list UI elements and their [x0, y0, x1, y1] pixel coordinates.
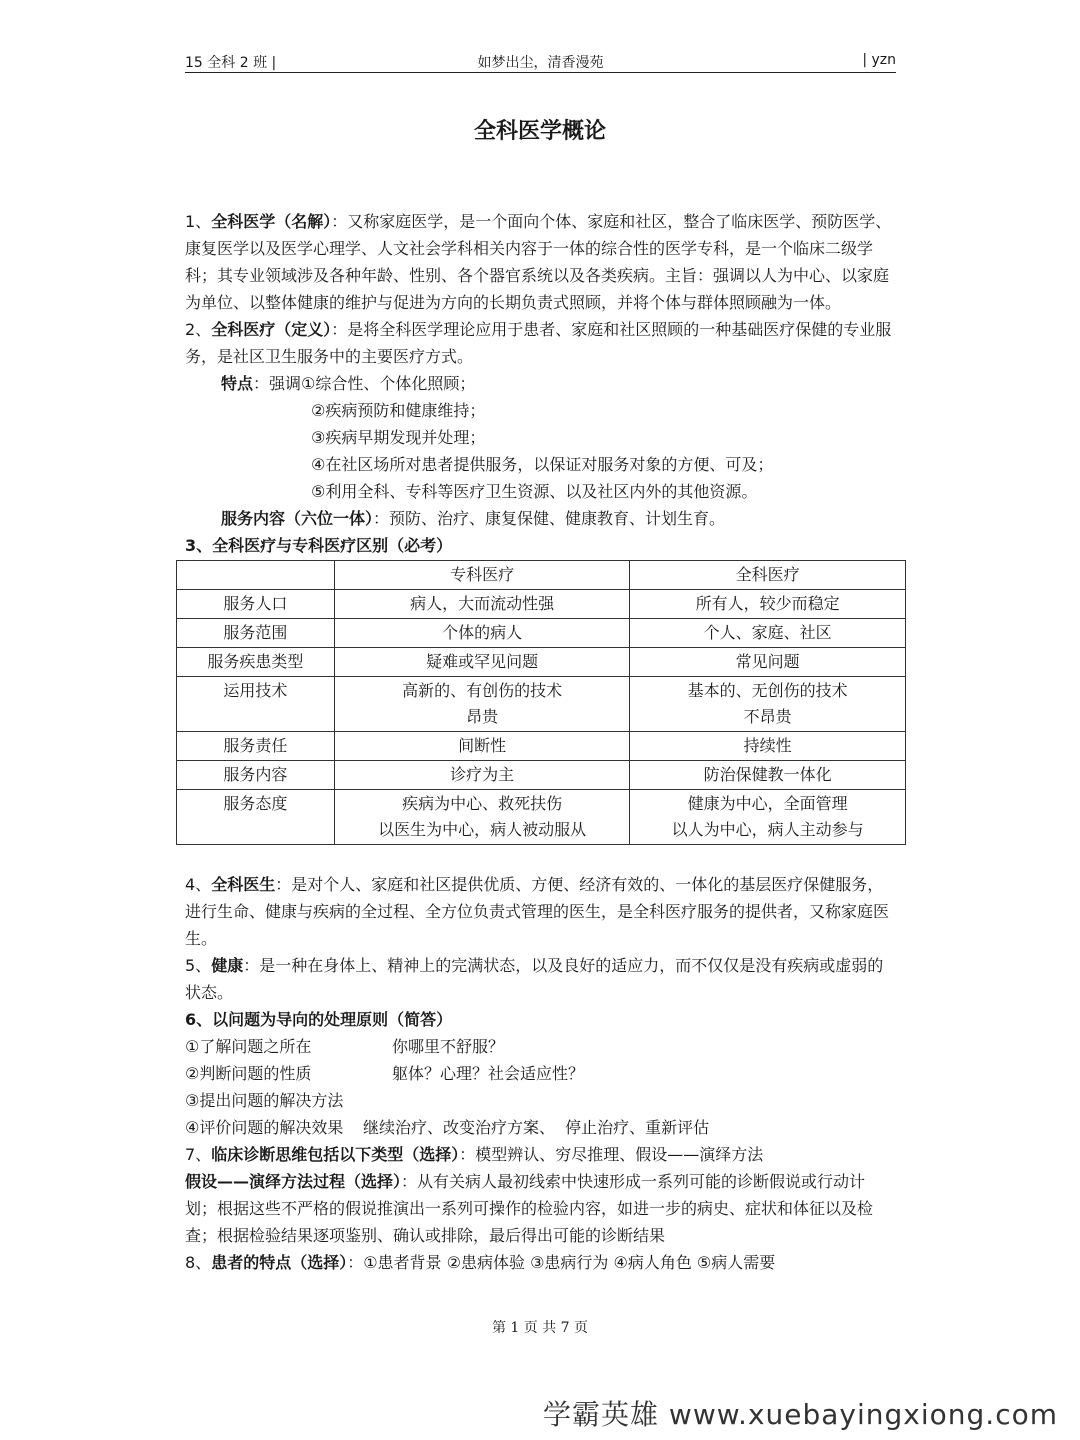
features-line: 特点：强调①综合性、个体化照顾； [221, 374, 476, 393]
section-5: 5、健康：是一种在身体上、精神上的完满状态，以及良好的适应力，而不仅仅是没有疾病或虚弱的状态。 [185, 956, 884, 1002]
table-cell: 服务责任 [177, 732, 335, 761]
table-cell: 服务内容 [177, 761, 335, 790]
table-cell: 常见问题 [630, 648, 906, 677]
feature-item: ④在社区场所对患者提供服务，以保证对服务对象的方便、可及； [311, 455, 774, 474]
table-header-cell [177, 561, 335, 590]
term: 全科医生 [211, 875, 276, 894]
table-cell: 疾病为中心、救死扶伤 以医生为中心，病人被动服从 [334, 790, 630, 845]
table-row [177, 648, 906, 677]
term: 全科医学（名解） [211, 212, 332, 231]
table-cell: 健康为中心，全面管理 以人为中心，病人主动参与 [630, 790, 906, 845]
table-cell: 病人，大而流动性强 [334, 590, 630, 619]
term: 全科医疗（定义） [211, 320, 332, 339]
comparison-table [176, 560, 906, 845]
table-header-cell: 专科医疗 [334, 561, 630, 590]
feature-item: ⑤利用全科、专科等医疗卫生资源、以及社区内外的其他资源。 [311, 482, 758, 501]
section-7-sub: 假设——演绎方法过程（选择）：从有关病人最初线索中快速形成一系列可能的诊断假说或行动计划；根据这些不严格的假说推演出一系列可操作的检验内容，如进一步的病史、症状和体征以及检查；根据检验结果逐项鉴别、确认或排除，最后得出可能的诊断结果 [185, 1172, 874, 1245]
section-2: 2、全科医疗（定义）：是将全科医学理论应用于患者、家庭和社区照顾的一种基础医疗保健的专业服务，是社区卫生服务中的主要医疗方式。 [185, 320, 892, 366]
table-row [177, 732, 906, 761]
feature-item: ③疾病早期发现并处理； [311, 428, 486, 447]
table-cell: 疑难或罕见问题 [334, 648, 630, 677]
table-row [177, 619, 906, 648]
page-header [185, 50, 896, 73]
table-cell: 服务人口 [177, 590, 335, 619]
section-8: 8、患者的特点（选择）：①患者背景 ②患病体验 ③患病行为 ④病人角色 ⑤病人需要 [185, 1253, 776, 1272]
term: 患者的特点（选择） [211, 1253, 348, 1272]
list-item: ③提出问题的解决方法 [185, 1091, 344, 1110]
table-cell: 服务态度 [177, 790, 335, 845]
list-item: ②判断问题的性质 躯体？心理？社会适应性？ [185, 1064, 585, 1083]
section-6-title: 6、以问题为导向的处理原则（简答） [185, 1010, 453, 1029]
header-right: | yzn [862, 52, 896, 68]
section-3-title: 3、全科医疗与专科医疗区别（必考） [185, 536, 453, 555]
table-cell: 个体的病人 [334, 619, 630, 648]
table-cell: 防治保健教一体化 [630, 761, 906, 790]
term: 健康 [211, 956, 244, 975]
table-cell: 运用技术 [177, 677, 335, 732]
list-item: ④评价问题的解决效果 继续治疗、改变治疗方案、 停止治疗、重新评估 [185, 1118, 710, 1137]
table-cell: 诊疗为主 [334, 761, 630, 790]
document-body [185, 208, 897, 1276]
header-center: 如梦出尘，清香漫苑 [477, 55, 604, 71]
table-row [177, 677, 906, 732]
table-cell: 持续性 [630, 732, 906, 761]
page-title: 全科医学概论 [473, 119, 606, 144]
table-row [177, 761, 906, 790]
section-4: 4、全科医生：是对个人、家庭和社区提供优质、方便、经济有效的、一体化的基层医疗保健服务，进行生命、健康与疾病的全过程、全方位负责式管理的医生，是全科医疗服务的提供者，又称家庭医生。 [185, 875, 890, 948]
table-cell: 高新的、有创伤的技术 昂贵 [334, 677, 630, 732]
term: 假设——演绎方法过程（选择） [185, 1172, 402, 1191]
table-cell: 个人、家庭、社区 [630, 619, 906, 648]
table-cell: 所有人，较少而稳定 [630, 590, 906, 619]
service-content: 服务内容（六位一体）：预防、治疗、康复保健、健康教育、计划生育。 [221, 509, 726, 528]
watermark: 学霸英雄 www.xuebayingxiong.com [543, 1398, 1058, 1431]
table-cell: 基本的、无创伤的技术 不昂贵 [630, 677, 906, 732]
table-header-row [177, 561, 906, 590]
table-header-cell: 全科医疗 [630, 561, 906, 590]
page-number: 第 1 页 共 7 页 [491, 1320, 589, 1336]
table-row [177, 590, 906, 619]
section-7: 7、临床诊断思维包括以下类型（选择）：模型辨认、穷尽推理、假设——演绎方法 [185, 1145, 764, 1164]
table-cell: 服务疾患类型 [177, 648, 335, 677]
table-row [177, 790, 906, 845]
term: 临床诊断思维包括以下类型（选择） [211, 1145, 460, 1164]
list-item: ①了解问题之所在 你哪里不舒服？ [185, 1037, 505, 1056]
section-1: 1、全科医学（名解）：又称家庭医学，是一个面向个体、家庭和社区，整合了临床医学、预防医学、康复医学以及医学心理学、人文社会学科相关内容于一体的综合性的医学专科，是一个临床二级学科；其专业领域涉及各种年龄、性别、各个器官系统以及各类疾病。主旨：强调以人为中心、以家庭为单位、以整体健康的维护与促进为方向的长期负责式照顾，并将个体与群体照顾融为一体。 [185, 212, 892, 312]
header-left: 15 全科 2 班 | [185, 55, 277, 71]
feature-item: ②疾病预防和健康维持； [311, 401, 486, 420]
table-cell: 间断性 [334, 732, 630, 761]
table-cell: 服务范围 [177, 619, 335, 648]
